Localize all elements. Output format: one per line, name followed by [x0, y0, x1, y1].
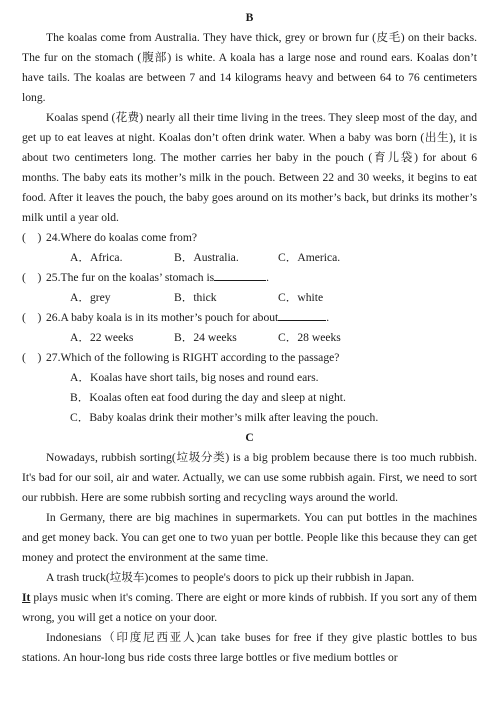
question-26-options — [70, 328, 477, 348]
question-stem: 25.The fur on the koalas’ stomach is — [46, 271, 215, 284]
option-c: C．white — [278, 291, 324, 304]
section-c-paragraph-2: In Germany, there are big machines in supermarkets. You can put bottles in the machines and get money back. You can get one to two yuan per bottle. People like this because they can get money and protect the environment at the same time. — [22, 511, 477, 564]
option-b: B．thick — [174, 291, 217, 304]
paragraph-3-line-1: A trash truck(垃圾车)comes to people's doors to pick up their rubbish in Japan. — [46, 571, 415, 584]
option-b: B．Koalas often eat food during the day and sleep at night. — [70, 391, 346, 404]
answer-bracket[interactable]: ( ) — [22, 231, 42, 244]
section-c-paragraph-4: Indonesians（印度尼西亚人)can take buses for free if they give plastic bottles to bus stations. An hour-long bus ride costs three large bottles or five medium bottles or — [22, 631, 477, 664]
question-27 — [22, 348, 477, 368]
option-c: C．Baby koalas drink their mother’s milk after leaving the pouch. — [70, 411, 379, 424]
section-c-paragraph-1: Nowadays, rubbish sorting(垃圾分类) is a big problem because there is too much rubbish. It's bad for our soil, air and water. Actually, we can use some rubbish again. First, we need to sort our rubbish. Here are some rubbish sorting and recycling ways around the world. — [22, 451, 477, 504]
question-stem: 26.A baby koala is in its mother’s pouch for about — [46, 311, 279, 324]
question-stem: 27.Which of the following is RIGHT according to the passage? — [46, 351, 340, 364]
section-b-paragraph-1: The koalas come from Australia. They have thick, grey or brown fur (皮毛) on their backs. The fur on the stomach (腹部) is white. A koala has a large nose and round ears. Koalas don’t have tails. The koalas are between 7 and 14 kilograms heavy and between 64 to 76 centimeters long. — [22, 31, 477, 104]
exam-page — [22, 8, 477, 668]
option-b: B．24 weeks — [174, 331, 237, 344]
question-25 — [22, 268, 477, 288]
question-26 — [22, 308, 477, 328]
section-b-heading: B — [245, 11, 254, 24]
question-24-options — [70, 248, 477, 268]
option-a: A．Africa. — [70, 251, 123, 264]
question-25-options — [70, 288, 477, 308]
option-c: C．28 weeks — [278, 331, 341, 344]
option-a: A．22 weeks — [70, 331, 134, 344]
answer-bracket[interactable]: ( ) — [22, 271, 42, 284]
answer-bracket[interactable]: ( ) — [22, 311, 42, 324]
option-a: A．Koalas have short tails, big noses and round ears. — [70, 371, 319, 384]
option-a: A．grey — [70, 291, 111, 304]
answer-bracket[interactable]: ( ) — [22, 351, 42, 364]
option-c: C．America. — [278, 251, 341, 264]
underlined-pronoun: It — [22, 591, 31, 604]
section-c-heading: C — [245, 431, 254, 444]
option-b: B．Australia. — [174, 251, 239, 264]
question-end: . — [266, 271, 270, 284]
answer-blank — [278, 308, 326, 321]
answer-blank — [214, 268, 266, 281]
section-c-paragraph-3 — [22, 568, 477, 628]
question-stem: 24.Where do koalas come from? — [46, 231, 197, 244]
paragraph-3-rest: plays music when it's coming. There are eight or more kinds of rubbish. If you sort any of them wrong, you will get a notice on your door. — [22, 591, 477, 624]
question-end: . — [326, 311, 330, 324]
section-b-paragraph-2: Koalas spend (花费) nearly all their time living in the trees. They sleep most of the day, and get up to eat leaves at night. Koalas don’t often drink water. When a baby was born (出生), it is about two centimeters long. The mother carries her baby in the pouch (育儿袋) for about 6 months. The baby eats its mother’s milk in the pouch. Between 22 and 30 weeks, it begins to eat food. After it leaves the pouch, the baby goes around on its mother’s back, but drinks its mother’s milk until a year old. — [22, 111, 477, 224]
question-24 — [22, 228, 477, 248]
